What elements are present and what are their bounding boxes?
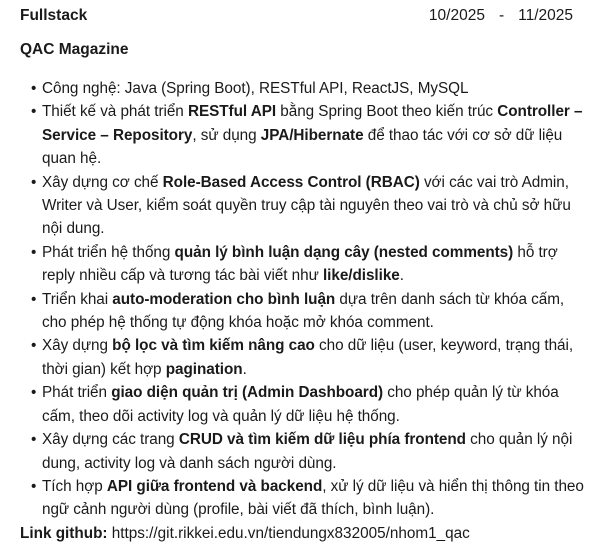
date-range <box>429 7 573 25</box>
github-url[interactable]: https://git.rikkei.edu.vn/tiendungx832005/nhom1_qac <box>111 524 470 542</box>
bold-text: pagination <box>165 360 243 378</box>
bold-text: CRUD và tìm kiếm dữ liệu phía frontend <box>178 431 466 449</box>
list-item <box>31 77 585 100</box>
list-item <box>31 288 585 335</box>
bold-text: auto-moderation cho bình luận <box>112 290 336 308</box>
text: hỗ trợ reply nhiều cấp và tương tác bài viết như <box>42 243 558 285</box>
text: . <box>242 360 247 378</box>
job-role: Fullstack <box>20 7 88 24</box>
text: Xây dựng các trang <box>42 431 179 449</box>
list-item <box>31 100 585 170</box>
text: Xây dựng cơ chế <box>42 173 163 191</box>
text: Công nghệ: Java (Spring Boot), RESTful API, ReactJS, MySQL <box>42 80 469 97</box>
entry-header <box>20 7 585 29</box>
bullet-icon: • <box>31 243 37 261</box>
text: Thiết kế và phát triển <box>42 103 188 121</box>
responsibility-list <box>20 77 585 522</box>
bold-text: API giữa frontend và backend <box>106 477 323 495</box>
text: với các vai trò Admin, Writer và User, kiểm soát quyền truy cập tài nguyên theo vai trò và chủ sở hữu nội dung. <box>42 173 571 238</box>
bold-text: giao diện quản trị (Admin Dashboard) <box>111 384 384 402</box>
text: Tích hợp <box>42 477 107 495</box>
bullet-icon: • <box>31 384 37 402</box>
text: bằng Spring Boot theo kiến trúc <box>276 103 498 121</box>
bold-text: Controller – Service – Repository <box>42 103 583 144</box>
list-item <box>31 171 585 241</box>
bold-text: RESTful API <box>187 103 277 121</box>
list-item <box>31 334 585 381</box>
text: . <box>399 267 404 285</box>
bold-text: Role-Based Access Control (RBAC) <box>162 173 420 191</box>
bullet-icon: • <box>31 80 37 97</box>
list-item <box>31 381 585 428</box>
experience-entry <box>20 7 585 545</box>
date-separator: - <box>498 7 505 24</box>
list-item <box>31 428 585 475</box>
bullet-icon: • <box>31 290 37 308</box>
bullet-icon: • <box>31 337 37 355</box>
text: Phát triển <box>42 384 112 402</box>
text: , xử lý dữ liệu và hiển thị thông tin theo ngữ cảnh người dùng (profile, bài viết đã thích, bình luận). <box>42 477 584 519</box>
text: Triển khai <box>42 290 113 308</box>
bold-text: like/dislike <box>322 267 400 285</box>
date-start: 10/2025 <box>428 7 485 24</box>
github-label: Link github: <box>20 524 108 542</box>
bullet-icon: • <box>31 477 37 495</box>
bold-text: bộ lọc và tìm kiếm nâng cao <box>112 337 315 355</box>
date-end: 11/2025 <box>518 7 573 24</box>
project-name: QAC Magazine <box>20 41 129 58</box>
text: cho phép quản lý từ khóa cấm, theo dõi activity log và quản lý dữ liệu hệ thống. <box>42 384 559 425</box>
text: dựa trên danh sách từ khóa cấm, cho phép hệ thống tự động khóa hoặc mở khóa comment. <box>42 290 565 332</box>
text: cho quản lý nội dung, activity log và danh sách người dùng. <box>42 431 573 472</box>
bullet-icon: • <box>31 173 37 191</box>
github-link-line <box>20 522 585 545</box>
bullet-icon: • <box>31 103 37 121</box>
list-item <box>31 475 585 522</box>
text: , sử dụng <box>192 126 261 144</box>
text: Phát triển hệ thống <box>42 243 175 261</box>
text: để thao tác với cơ sở dữ liệu quan hệ. <box>42 126 563 168</box>
list-item <box>31 241 585 288</box>
bullet-icon: • <box>31 431 37 449</box>
bold-text: quản lý bình luận dạng cây (nested comments) <box>174 243 514 261</box>
bold-text: JPA/Hibernate <box>260 126 364 144</box>
text: Xây dựng <box>42 337 113 355</box>
text: cho dữ liệu (user, keyword, trạng thái, thời gian) kết hợp <box>42 337 574 378</box>
